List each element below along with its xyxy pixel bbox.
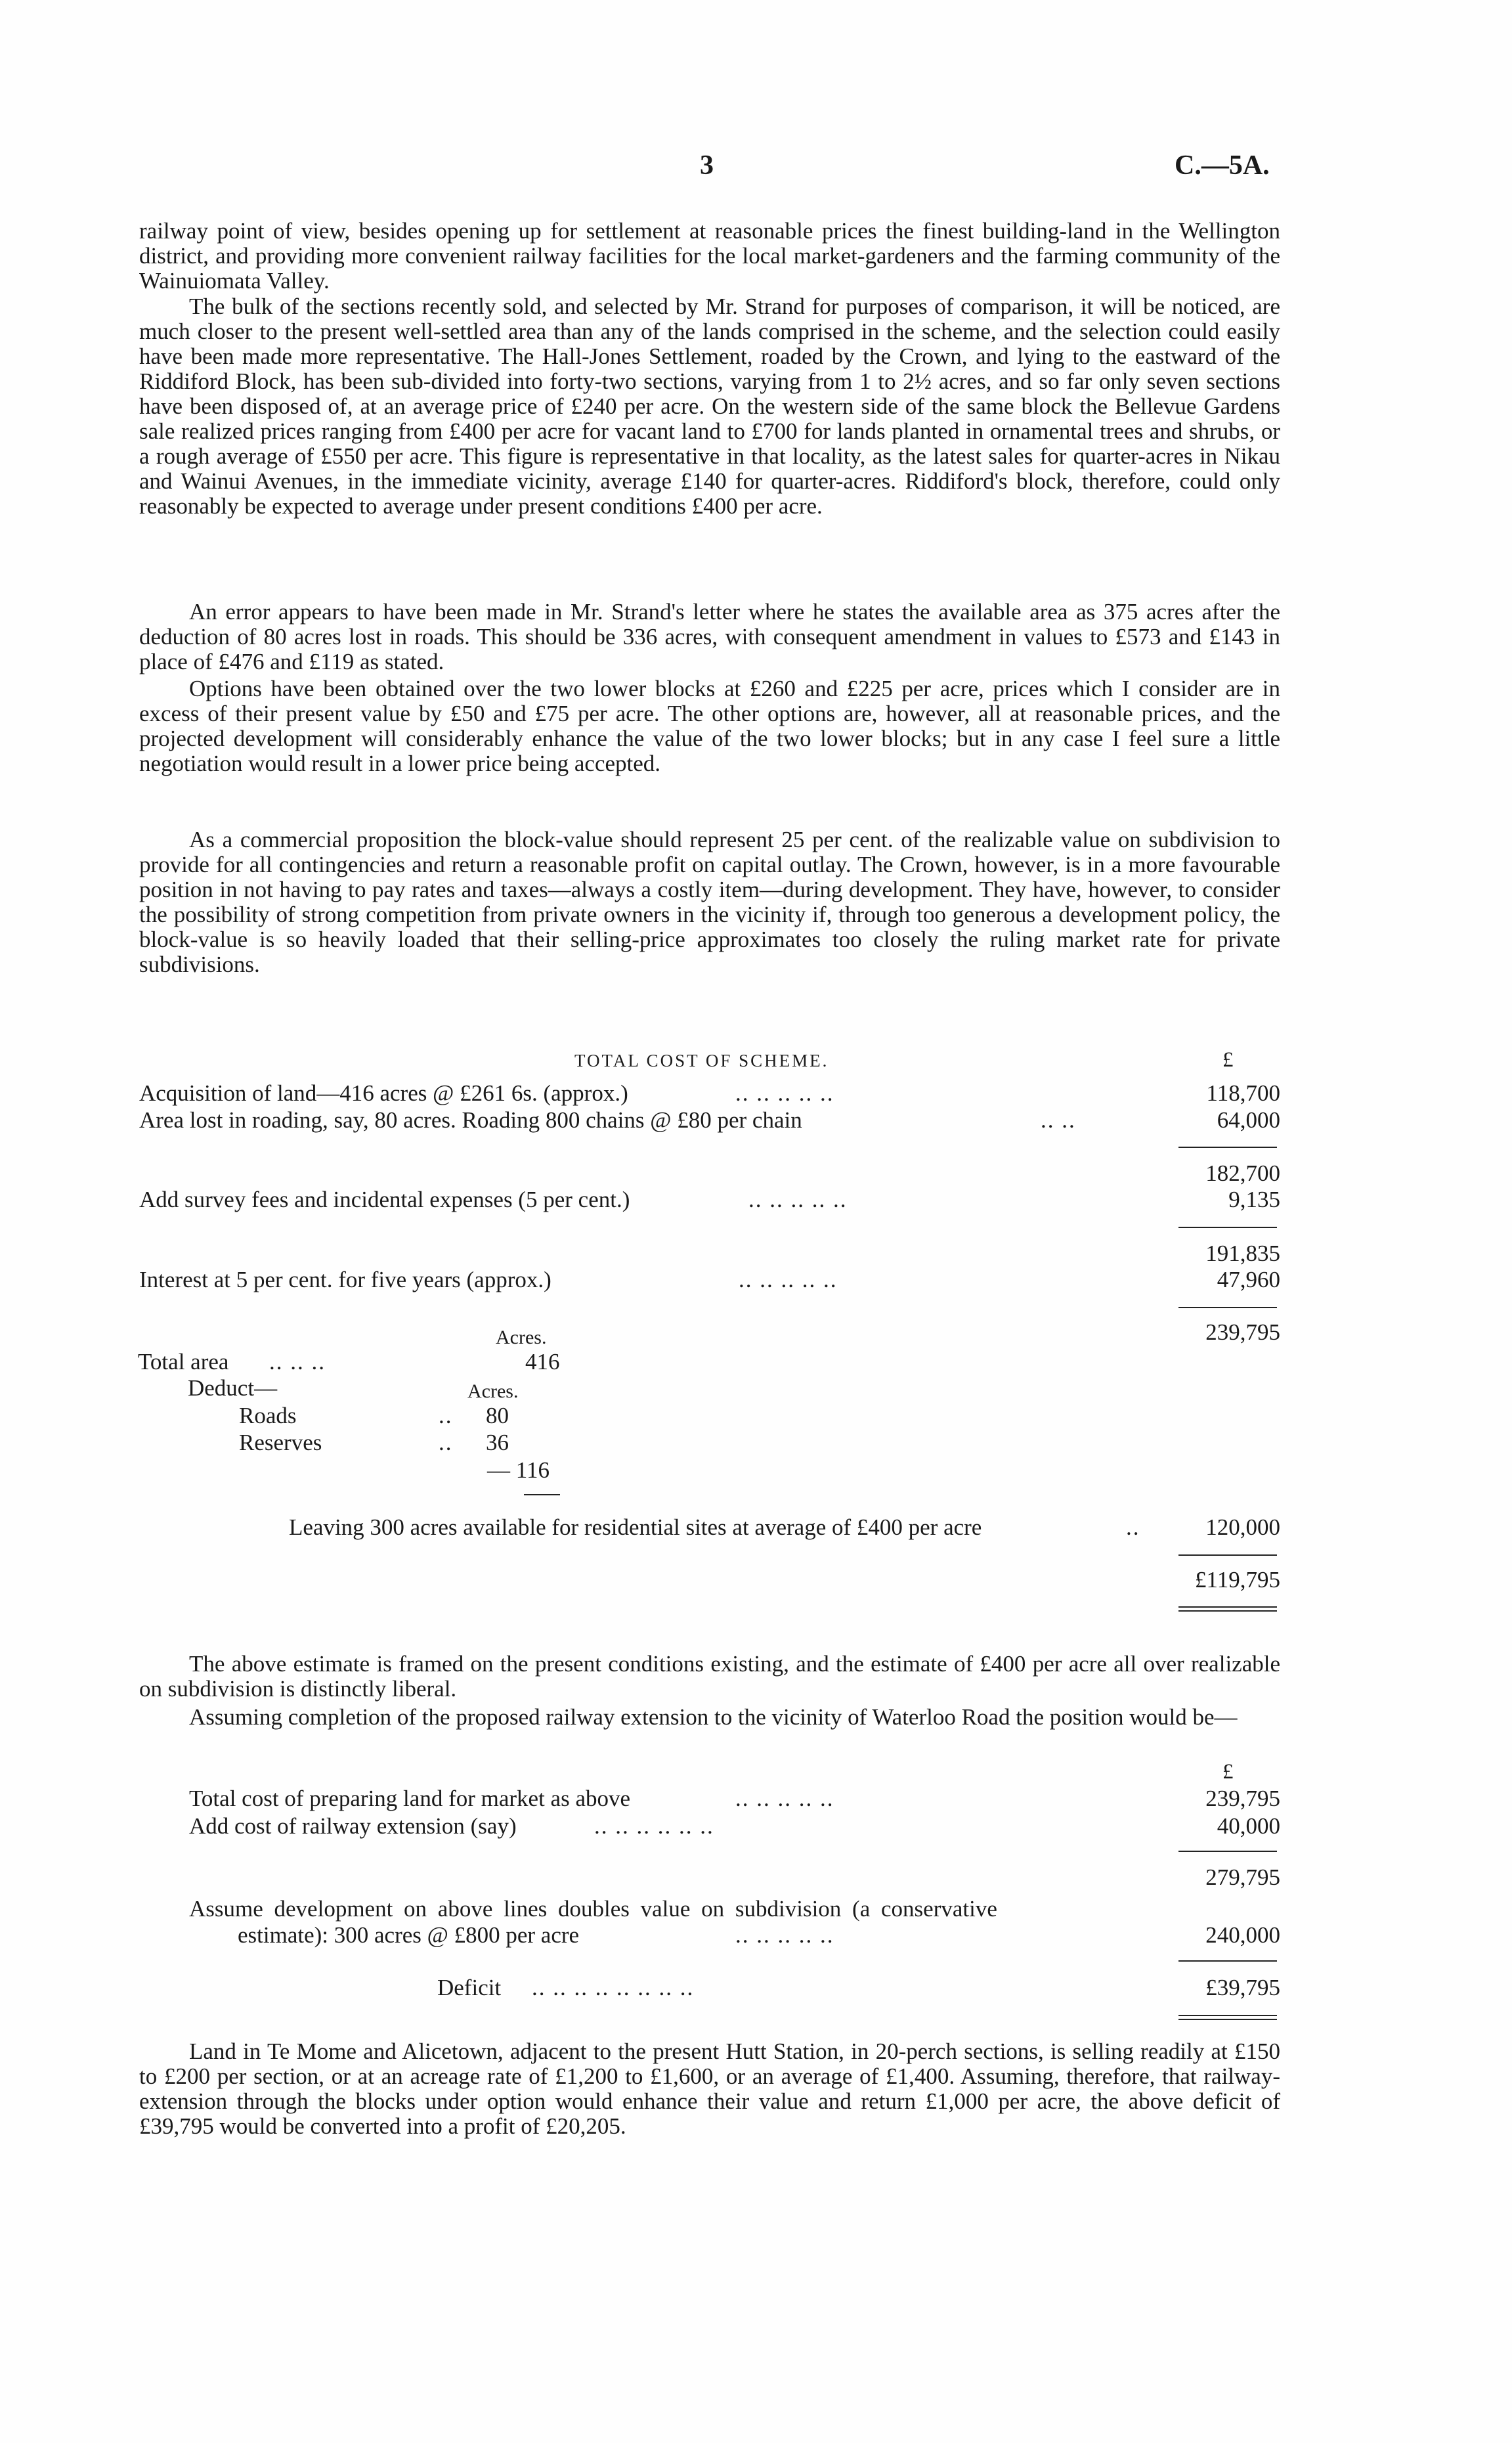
cost-total: 239,795	[1205, 1319, 1280, 1345]
leader-dots: .. .. ..	[269, 1349, 326, 1375]
leaving-amount: 120,000	[1205, 1514, 1280, 1540]
deficit-label: Deficit	[437, 1975, 502, 2000]
page-number: 3	[700, 150, 714, 181]
paragraph-error: An error appears to have been made in Mr. Strand's letter where he states the available area as 375 acres after the deduction of 80 acres lost in roads. This should be 336 acres, with consequent amendment in values to £573 and £143 in place of £476 and £119 as stated.	[139, 599, 1280, 674]
leaving-label: Leaving 300 acres available for residential sites at average of £400 per acre	[289, 1514, 982, 1540]
reserves-label: Reserves	[239, 1430, 322, 1455]
assume-line-2: estimate): 300 acres @ £800 per acre	[238, 1922, 580, 1948]
paragraph-commercial: As a commercial proposition the block-value should represent 25 per cent. of the realizable value on subdivision to provide for all contingencies and return a reasonable profit on capital outlay. The Crown, however, is in a more favourable position in not having to pay rates and taxes—always a costly item—during development. They have, however, to consider the possibility of strong competition from private owners in the vicinity if, through too generous a development policy, the block-value is so heavily loaded that their selling-price approximates too closely the ruling market rate for private subdivisions.	[139, 827, 1280, 977]
leader-dots: .. .. .. .. ..	[739, 1267, 838, 1292]
net-result: £119,795	[1195, 1567, 1280, 1593]
paragraph-railway: railway point of view, besides opening up for settlement at reasonable prices the finest building-land in the Wellington district, and providing more convenient railway facilities for the local market-gardeners and the farming community of the Wainuiomata Valley.	[139, 218, 1280, 294]
assume-line-1: Assume development on above lines doubles value on subdivision (a conservative	[189, 1896, 997, 1922]
total-area-value: 416	[525, 1349, 560, 1375]
assume-amount: 240,000	[1205, 1922, 1280, 1948]
railway-subtotal: 279,795	[1205, 1864, 1280, 1890]
currency-header: £	[1222, 1760, 1234, 1784]
acres-subheader: Acres.	[467, 1380, 519, 1402]
net-rule	[1178, 1554, 1277, 1556]
deficit-double-rule	[1178, 2019, 1277, 2020]
acres-header: Acres.	[496, 1327, 547, 1348]
area-rule	[524, 1494, 560, 1495]
cost-table-title: TOTAL COST OF SCHEME.	[574, 1051, 829, 1070]
document-reference: C.—5A.	[1175, 150, 1270, 181]
survey-row-label: Add survey fees and incidental expenses (5 per cent.)	[139, 1187, 630, 1212]
leader-dots: .. ..	[1041, 1107, 1076, 1133]
total-rule	[1178, 1307, 1277, 1308]
subtotal-1: 182,700	[1205, 1160, 1280, 1186]
leader-dots: .. .. .. .. .. .. .. ..	[532, 1975, 695, 2000]
roading-row-label: Area lost in roading, say, 80 acres. Roading 800 chains @ £80 per chain	[139, 1107, 802, 1133]
total-area-label: Total area	[138, 1349, 229, 1375]
leader-dots: ..	[439, 1430, 453, 1455]
leader-dots: .. .. .. .. ..	[748, 1187, 848, 1212]
acquisition-row-amount: 118,700	[1206, 1080, 1280, 1106]
subtotal-rule	[1178, 1147, 1277, 1148]
subtotal-2: 191,835	[1205, 1241, 1280, 1266]
subtotal-rule	[1178, 1851, 1277, 1852]
leader-dots: .. .. .. .. .. ..	[594, 1813, 714, 1839]
deduct-total: — 116	[487, 1457, 550, 1483]
deficit-double-rule	[1178, 2015, 1277, 2016]
deduct-label: Deduct—	[188, 1375, 278, 1401]
leader-dots: ..	[439, 1403, 453, 1428]
roads-value: 80	[486, 1403, 509, 1428]
railway-cost-label: Add cost of railway extension (say)	[189, 1813, 517, 1839]
paragraph-above-estimate: The above estimate is framed on the present conditions existing, and the estimate of £400 per acre all over realizable on subdivision is distinctly liberal.	[139, 1651, 1280, 1702]
deficit-rule	[1178, 1960, 1277, 1962]
paragraph-assuming: Assuming completion of the proposed railway extension to the vicinity of Waterloo Road the position would be—	[189, 1704, 1238, 1730]
currency-header: £	[1222, 1048, 1234, 1072]
paragraph-bulk-of-sections: The bulk of the sections recently sold, and selected by Mr. Strand for purposes of comparison, it will be noticed, are much closer to the present well-settled area than any of the lands comprised in the scheme, and the selection could easily have been made more representative. The Hall-Jones Settlement, roaded by the Crown, and lying to the eastward of the Riddiford Block, has been sub-divided into forty-two sections, varying from 1 to 2½ acres, and so far only seven sections have been disposed of, at an average price of £240 per acre. On the western side of the same block the Bellevue Gardens sale realized prices ranging from £400 per acre for vacant land to £700 for lands planted in ornamental trees and shrubs, or a rough average of £550 per acre. This figure is representative in that locality, as the latest sales for quarter-acres in Nikau and Wainui Avenues, in the immediate vicinity, average £140 for quarter-acres. Riddiford's block, therefore, could only reasonably be expected to average under present conditions £400 per acre.	[139, 294, 1280, 519]
paragraph-options: Options have been obtained over the two lower blocks at £260 and £225 per acre, prices which I consider are in excess of their present value by £50 and £75 per acre. The other options are, however, all at reasonable prices, and the projected development will considerably enhance the value of the two lower blocks; but in any case I feel sure a little negotiation would result in a lower price being accepted.	[139, 676, 1280, 776]
paragraph-te-mome: Land in Te Mome and Alicetown, adjacent to the present Hutt Station, in 20-perch sections, is selling readily at £150 to £200 per section, or at an acreage rate of £1,200 to £1,600, or an average of £1,400. Assuming, therefore, that railway-extension through the blocks under option would enhance their value and return £1,000 per acre, the above deficit of £39,795 would be converted into a profit of £20,205.	[139, 2038, 1280, 2139]
preparing-cost-label: Total cost of preparing land for market as above	[189, 1786, 631, 1811]
railway-cost-amount: 40,000	[1217, 1813, 1280, 1839]
net-double-rule	[1178, 1610, 1277, 1612]
leader-dots: ..	[1126, 1514, 1140, 1540]
interest-row-amount: 47,960	[1217, 1267, 1280, 1292]
roading-row-amount: 64,000	[1217, 1107, 1280, 1133]
acquisition-row-label: Acquisition of land—416 acres @ £261 6s. (approx.)	[139, 1080, 628, 1106]
subtotal-rule	[1178, 1227, 1277, 1228]
leader-dots: .. .. .. .. ..	[735, 1080, 834, 1106]
net-double-rule	[1178, 1606, 1277, 1608]
deficit-amount: £39,795	[1205, 1975, 1280, 2000]
interest-row-label: Interest at 5 per cent. for five years (approx.)	[139, 1267, 551, 1292]
reserves-value: 36	[486, 1430, 509, 1455]
roads-label: Roads	[239, 1403, 297, 1428]
leader-dots: .. .. .. .. ..	[735, 1922, 834, 1948]
survey-row-amount: 9,135	[1228, 1187, 1280, 1212]
leader-dots: .. .. .. .. ..	[735, 1786, 834, 1811]
preparing-cost-amount: 239,795	[1205, 1786, 1280, 1811]
